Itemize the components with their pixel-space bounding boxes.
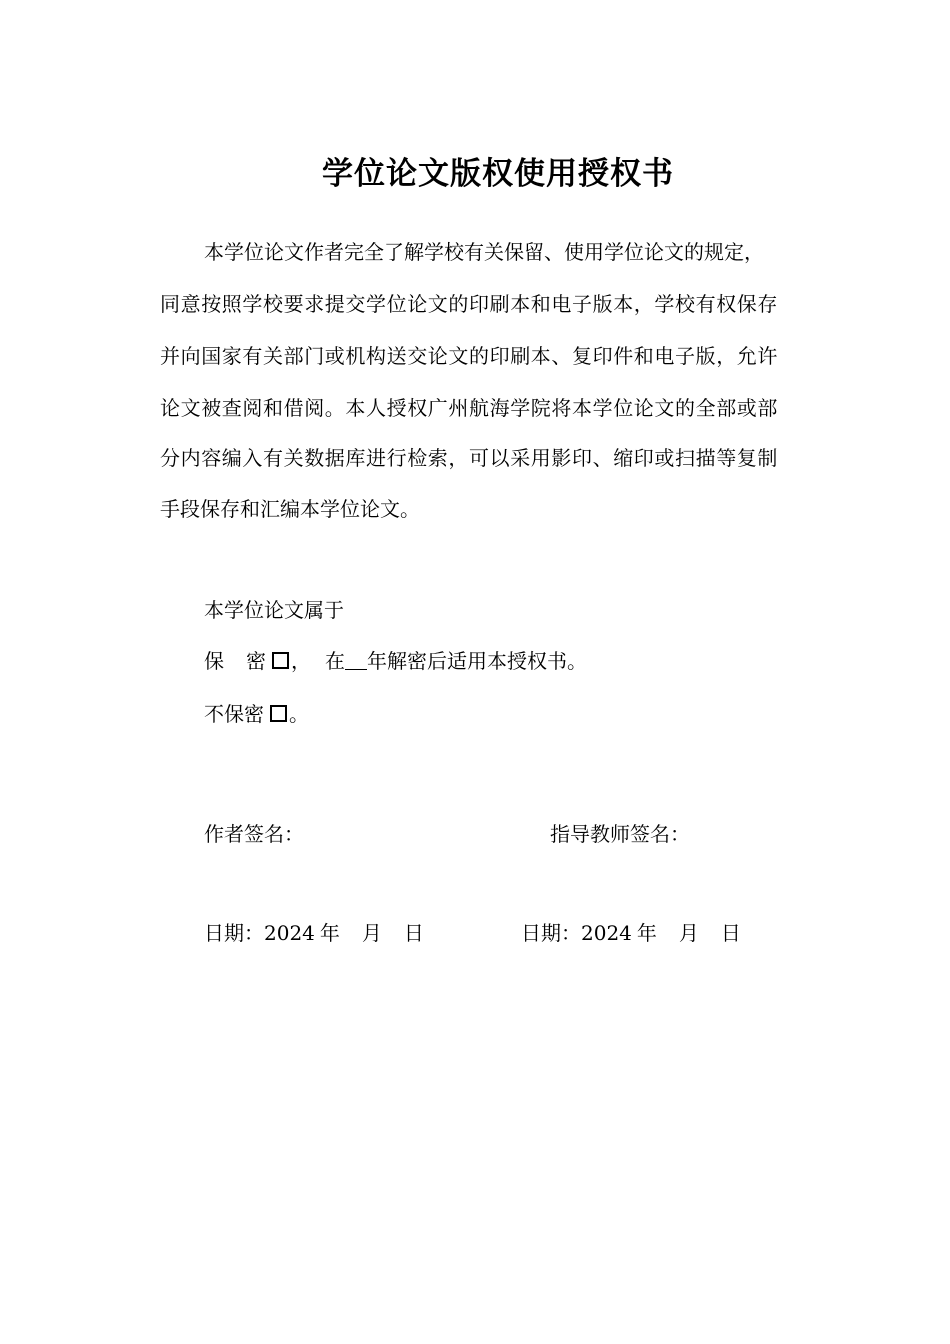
secret-comma: ， xyxy=(291,649,311,673)
document-title: 学位论文版权使用授权书 xyxy=(322,156,674,192)
nonsecret-label: 不保密 xyxy=(204,702,264,726)
secret-suffix: 年解密后适用本授权书。 xyxy=(367,649,587,673)
author-date xyxy=(204,917,424,946)
date-month-unit: 月 xyxy=(361,921,382,945)
secret-in: 在 xyxy=(325,649,345,673)
paragraph-line: 本学位论文作者完全了解学校有关保留、使用学位论文的规定， xyxy=(204,240,764,264)
date-year-unit: 年 xyxy=(319,921,340,945)
belongs-label: 本学位论文属于 xyxy=(204,598,344,622)
advisor-date xyxy=(521,917,741,946)
paragraph-line: 分内容编入有关数据库进行检索，可以采用影印、缩印或扫描等复制 xyxy=(160,446,778,470)
secret-label-char: 密 xyxy=(246,649,266,673)
secret-label-char: 保 xyxy=(204,649,224,673)
secret-checkbox[interactable] xyxy=(272,652,289,669)
nonsecret-checkbox[interactable] xyxy=(270,705,287,722)
author-signature-label: 作者签名： xyxy=(204,822,304,846)
date-label: 日期： xyxy=(204,921,264,945)
date-label: 日期： xyxy=(521,921,581,945)
paragraph-line: 并向国家有关部门或机构送交论文的印刷本、复印件和电子版，允许 xyxy=(160,344,778,368)
secret-option xyxy=(204,645,587,674)
secret-years-blank[interactable] xyxy=(345,651,367,670)
date-year: 2024 xyxy=(264,921,315,945)
nonsecret-option xyxy=(204,698,309,727)
date-day-unit: 日 xyxy=(403,921,424,945)
paragraph-line: 同意按照学校要求提交学位论文的印刷本和电子版本，学校有权保存 xyxy=(160,292,778,316)
date-day-unit: 日 xyxy=(720,921,741,945)
paragraph-line: 手段保存和汇编本学位论文。 xyxy=(160,497,420,521)
advisor-signature-label: 指导教师签名： xyxy=(550,822,690,846)
date-year: 2024 xyxy=(581,921,632,945)
date-month-unit: 月 xyxy=(678,921,699,945)
nonsecret-period: 。 xyxy=(289,702,309,726)
date-year-unit: 年 xyxy=(636,921,657,945)
paragraph-line: 论文被查阅和借阅。本人授权广州航海学院将本学位论文的全部或部 xyxy=(160,396,778,420)
